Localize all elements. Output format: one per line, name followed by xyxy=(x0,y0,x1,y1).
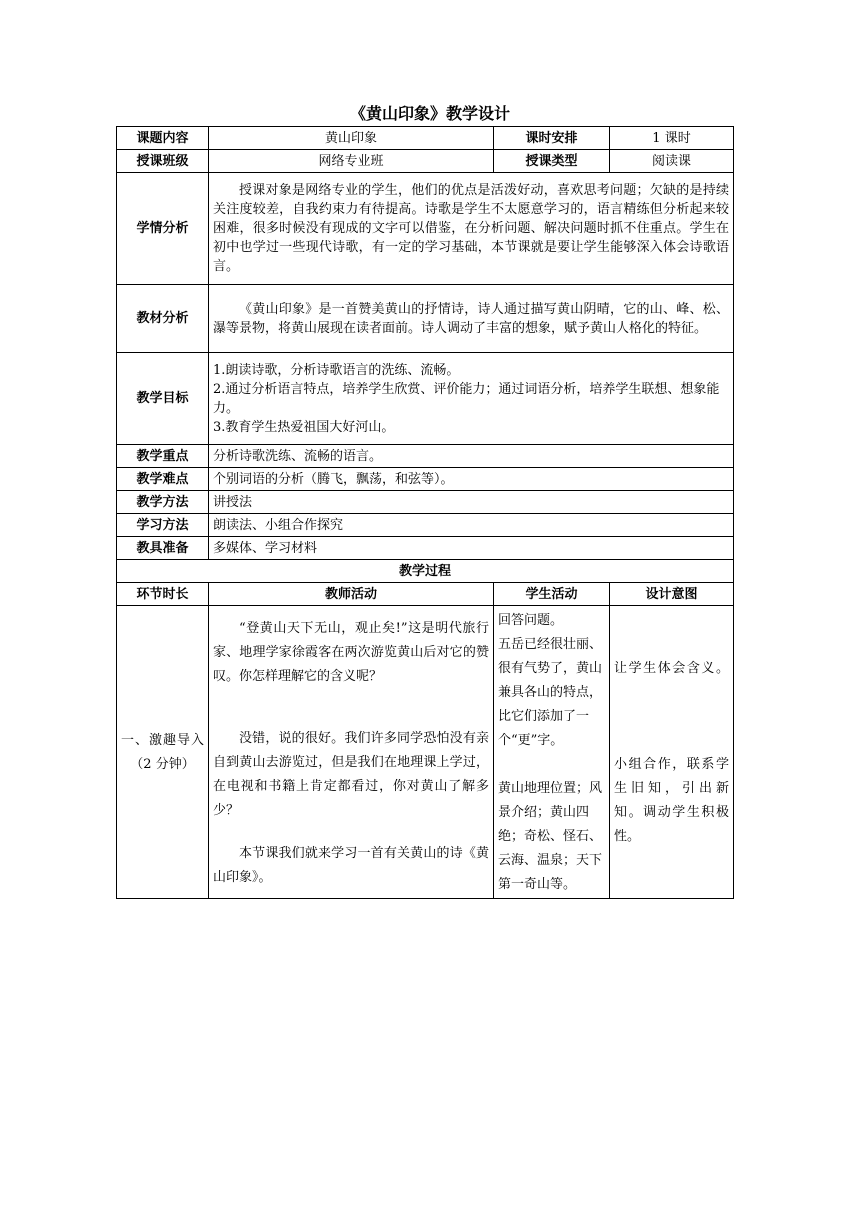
process-heading: 教学过程 xyxy=(117,560,734,583)
lesson-plan-table xyxy=(116,126,734,899)
process-header-stage: 环节时长 xyxy=(117,583,209,606)
student-activity-3: 黄山地理位置；风景介绍；黄山四绝；奇松、怪石、云海、温泉；天下第一奇山等。 xyxy=(498,781,603,892)
class-value: 网络专业班 xyxy=(209,150,494,173)
learning-method-label: 学习方法 xyxy=(117,514,209,537)
teaching-method-label: 教学方法 xyxy=(117,491,209,514)
document-title: 《黄山印象》教学设计 xyxy=(349,104,510,123)
teacher-activity-1: “登黄山天下无山，观止矣!”这是明代旅行家、地理学家徐霞客在两次游览黄山后对它的赞叹。你怎样理解它的含义呢？ xyxy=(213,620,489,684)
student-activity-2: 五岳已经很壮丽、很有气势了，黄山兼具各山的特点，比它们添加了一个“更”字。 xyxy=(498,637,603,748)
teaching-tools-value: 多媒体、学习材料 xyxy=(209,537,734,560)
student-activity-1: 回答问题。 xyxy=(498,613,564,628)
design-intent-2: 小组合作，联系学生旧知，引出新知。调动学生积极性。 xyxy=(614,757,729,844)
teaching-method-value: 讲授法 xyxy=(209,491,734,514)
material-analysis-label: 教材分析 xyxy=(117,285,209,353)
teacher-activity-2: 没错，说的很好。我们许多同学恐怕没有亲自到黄山去游览过，但是我们在地理课上学过，在电视和书籍上肯定都看过，你对黄山了解多少？ xyxy=(213,730,489,818)
stage-name: 一、激趣导入 xyxy=(121,733,204,748)
teaching-goals-label: 教学目标 xyxy=(117,353,209,445)
hours-label: 课时安排 xyxy=(494,127,610,150)
difficulty-label: 教学难点 xyxy=(117,468,209,491)
learning-method-value: 朗读法、小组合作探究 xyxy=(209,514,734,537)
lesson-type-label: 授课类型 xyxy=(494,150,610,173)
material-analysis-text: 《黄山印象》是一首赞美黄山的抒情诗，诗人通过描写黄山阴晴，它的山、峰、松、瀑等景物，将黄山展现在读者面前。诗人调动了丰富的想象，赋予黄山人格化的特征。 xyxy=(213,301,729,336)
hours-value: 1 课时 xyxy=(610,127,734,150)
topic-value: 黄山印象 xyxy=(209,127,494,150)
teacher-activity-3: 本节课我们就来学习一首有关黄山的诗《黄山印象》。 xyxy=(213,845,489,885)
difficulty-value: 个别词语的分析（腾飞，飘荡，和弦等）。 xyxy=(209,468,734,491)
topic-label: 课题内容 xyxy=(117,127,209,150)
stage-time: （2 分钟） xyxy=(130,757,195,772)
teaching-tools-label: 教具准备 xyxy=(117,537,209,560)
key-point-value: 分析诗歌洗练、流畅的语言。 xyxy=(209,445,734,468)
goal-item: 1.朗读诗歌，分析诗歌语言的洗练、流畅。 xyxy=(213,362,460,378)
design-intent-1: 让学生体会含义。 xyxy=(614,661,729,676)
process-header-student: 学生活动 xyxy=(494,583,610,606)
goal-item: 3.教育学生热爱祖国大好河山。 xyxy=(213,419,395,435)
class-label: 授课班级 xyxy=(117,150,209,173)
goal-item: 2.通过分析语言特点，培养学生欣赏、评价能力；通过词语分析，培养学生联想、想象能力。 xyxy=(213,381,720,416)
key-point-label: 教学重点 xyxy=(117,445,209,468)
learner-analysis-text: 授课对象是网络专业的学生，他们的优点是活泼好动，喜欢思考问题；欠缺的是持续关注度较差，自我约束力有待提高。诗歌是学生不太愿意学习的，语言精练但分析起来较困难，很多时候没有现成的文字可以借鉴，在分析问题、解决问题时抓不住重点。学生在初中也学过一些现代诗歌，有一定的学习基础，本节课就是要让学生能够深入体会诗歌语言。 xyxy=(213,183,729,274)
process-header-intent: 设计意图 xyxy=(610,583,734,606)
process-header-teacher: 教师活动 xyxy=(209,583,494,606)
lesson-type-value: 阅读课 xyxy=(610,150,734,173)
learner-analysis-label: 学情分析 xyxy=(117,173,209,285)
